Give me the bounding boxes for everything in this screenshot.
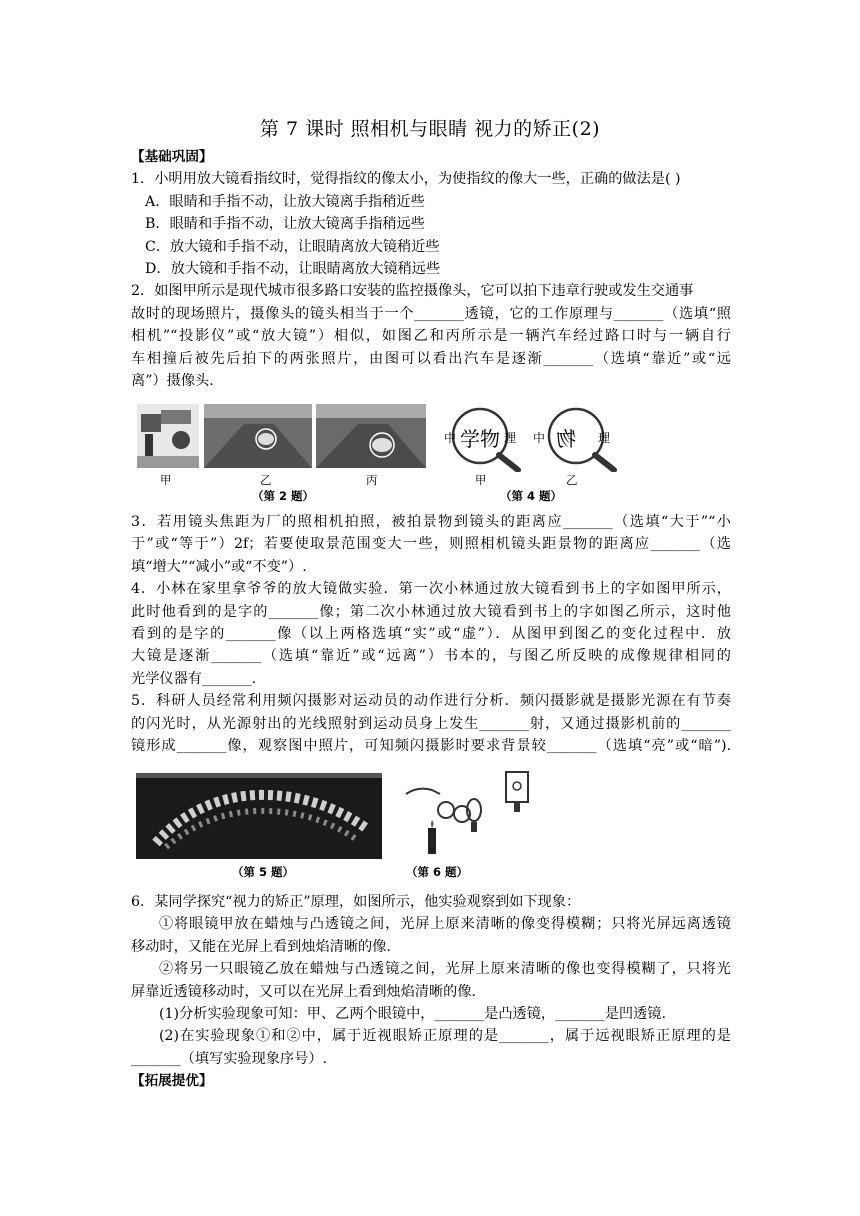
q1-option-a: A．眼睛和手指不动，让放大镜离手指稍近些 (145, 193, 425, 210)
figure-caption-q6: （第 6 题） (406, 865, 469, 879)
figure-label: 甲 (475, 473, 487, 487)
question-block-3-5 (131, 511, 731, 757)
page-title: 第 7 课时 照相机与眼睛 视力的矫正(2) (259, 118, 601, 140)
figure-q4-side-text: 理 (504, 431, 517, 445)
figure-caption-q4: （第 4 题） (500, 489, 563, 503)
q1-stem: 1．小明用放大镜看指纹时，觉得指纹的像太小，为使指纹的像大一些，正确的做法是( ) (131, 171, 681, 188)
figure-label: 丙 (366, 473, 378, 487)
figure-q4-inverted-text: 物 (556, 427, 576, 451)
q4-line: 此时他看到的是字的_______像；第二次小林通过放大镜看到书上的字如图乙所示，这时他 (131, 603, 731, 620)
figure-label: 乙 (260, 473, 272, 487)
q2-line: 故时的现场照片，摄像头的镜头相当于一个_______透镜，它的工作原理与_______（选填“照 (131, 305, 731, 322)
question-block-6 (131, 891, 731, 1093)
figure-q2-yi (204, 404, 312, 472)
q6-observation-1: 移动时，又能在光屏上看到烛焰清晰的像. (131, 938, 391, 955)
q2-line: 相机”“投影仪”或“放大镜”）相似，如图乙和丙所示是一辆汽车经过路口时与一辆自行 (131, 328, 731, 345)
figure-q4-yi-magnifier (540, 406, 636, 476)
figure-label: 甲 (160, 473, 172, 487)
q4-line: 看到的是字的_______像（以上两格选填“实”或“虚”）．从图甲到图乙的变化过程中．放 (131, 625, 731, 642)
q5-line: 镜形成_______像，观察图中照片，可知频闪摄影时要求背景较_______（选填“亮”或“暗”). (131, 737, 731, 754)
figure-caption-q2: （第 2 题） (252, 489, 315, 503)
q6-subquestion-2: (2)在实验现象①和②中，属于近视眼矫正原理的是_______，属于远视眼矫正原理的是 (159, 1028, 731, 1045)
figure-caption-q5: （第 5 题） (232, 865, 295, 879)
q5-line: 5．科研人员经常利用频闪摄影对运动员的动作进行分析．频闪摄影就是摄影光源在有节奏 (131, 693, 731, 710)
q3-line: 于”或“等于”）2f；若要使取景范围变大一些，则照相机镜头距景物的距离应_______（选 (131, 536, 731, 553)
q3-line: 3．若用镜头焦距为厂的照相机拍照，被拍景物到镜头的距离应_______（选填“大于”“小 (131, 514, 731, 530)
q4-line: 4．小林在家里拿爷爷的放大镜做实验．第一次小林通过放大镜看到书上的字如图甲所示， (131, 581, 731, 598)
q6-observation-2: ②将另一只眼镜乙放在蜡烛与凸透镜之间，光屏上原来清晰的像也变得模糊了，只将光 (159, 961, 731, 978)
q1-option-d: D．放大镜和手指不动，让眼睛离放大镜稍远些 (145, 260, 441, 277)
q1-option-b: B．眼睛和手指不动，让放大镜离手指稍远些 (145, 216, 425, 233)
figure-q4-magnified-text: 学物 (460, 427, 500, 451)
figure-q2-jia (137, 404, 199, 472)
q6-subquestion-2: _______（填写实验现象序号）. (131, 1050, 328, 1067)
figure-q2-bing (316, 404, 426, 472)
q3-line: 填“增大”“减小”或“不变”）. (131, 558, 307, 575)
q6-observation-2: 屏靠近透镜移动时，又可以在光屏上看到烛焰清晰的像. (131, 983, 477, 1000)
section-heading-basic: 【基础巩固】 (131, 149, 213, 165)
q1-option-c: C．放大镜和手指不动，让眼睛离放大镜稍近些 (145, 238, 440, 255)
figure-q5-strobe-photo (136, 773, 382, 863)
q6-stem: 6．某同学探究“视力的矫正”原理，如图所示，他实验观察到如下现象： (131, 894, 581, 910)
q6-observation-1: ①将眼镜甲放在蜡烛与凸透镜之间，光屏上原来清晰的像变得模糊；只将光屏远离透镜 (159, 916, 731, 933)
figure-label: 乙 (566, 473, 578, 487)
section-heading-extension: 【拓展提优】 (131, 1073, 213, 1090)
q2-line: 2．如图甲所示是现代城市很多路口安装的监控摄像头，它可以拍下违章行驶或发生交通事 (131, 283, 694, 300)
q4-line: 大镜是逐渐_______（选填“靠近”或“远离”）书本的，与图乙所反映的成像规律相同的 (131, 648, 731, 665)
figure-q6-optics-setup (400, 770, 536, 866)
question-block-1-2 (131, 146, 731, 392)
q4-line: 光学仪器有_______. (131, 670, 257, 687)
figure-q4-side-text: 理 (598, 431, 611, 445)
figure-q4-side-text: 中 (444, 431, 457, 445)
q6-subquestion-1: (1)分析实验现象可知：甲、乙两个眼镜中，_______是凸透镜，_______是凹透镜. (159, 1005, 666, 1022)
q2-line: 离”）摄像头. (131, 372, 214, 389)
q5-line: 的闪光时，从光源射出的光线照射到运动员身上发生_______射，又通过摄影机前的_______ (131, 715, 731, 732)
figure-q4-side-text: 中 (533, 431, 546, 445)
q2-line: 车相撞后被先后拍下的两张照片，由图可以看出汽车是逐渐_______（选填“靠近”或“远 (131, 350, 731, 367)
